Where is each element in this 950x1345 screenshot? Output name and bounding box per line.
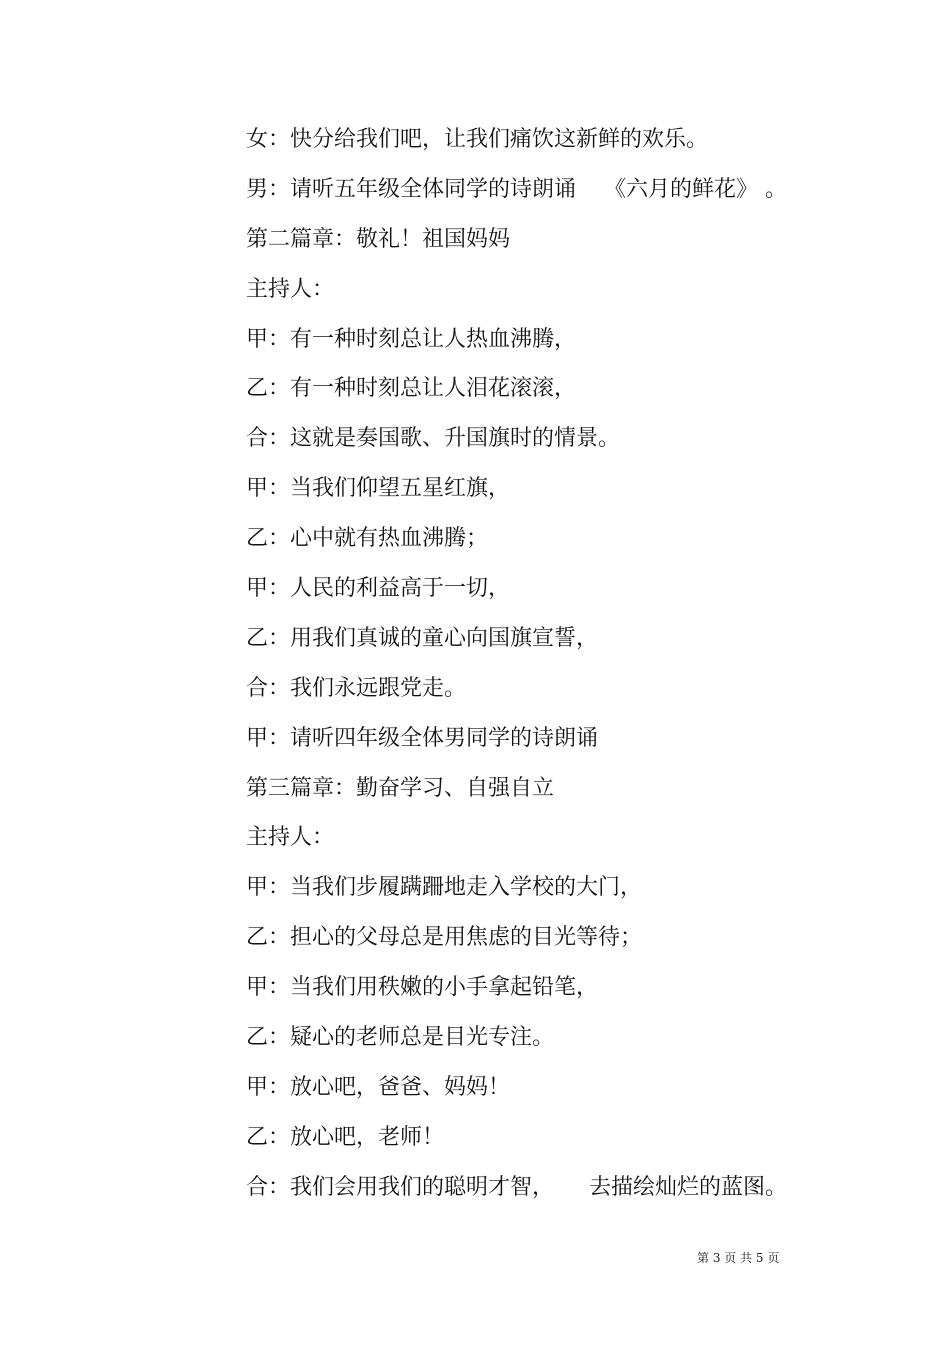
text-line: 乙：担心的父母总是用焦虑的目光等待； — [246, 925, 643, 951]
text-line: 合：这就是奏国歌、升国旗时的情景。 — [246, 426, 621, 452]
text-line: 乙：用我们真诚的童心向国旗宣誓， — [246, 625, 599, 651]
text-line: 乙：放心吧，老师！ — [246, 1124, 445, 1150]
text-line: 甲：当我们用秩嫩的小手拿起铅笔， — [246, 975, 599, 1001]
text-line: 甲：当我们仰望五星红旗， — [246, 476, 511, 502]
text-line: 合：我们永远跟党走。 — [246, 675, 467, 701]
text-line: 甲：当我们步履蹒跚地走入学校的大门， — [246, 875, 643, 901]
chapter-heading: 第二篇章：敬礼！祖国妈妈 — [246, 226, 511, 252]
text-line: 甲：请听四年级全体男同学的诗朗诵 — [246, 725, 599, 751]
page-number-footer: 第 3 页 共 5 页 — [697, 1251, 780, 1265]
text-line: 主持人： — [246, 825, 335, 851]
text-line: 甲：人民的利益高于一切， — [246, 576, 511, 602]
chapter-heading: 第三篇章：勤奋学习、自强自立 — [246, 775, 555, 801]
text-line: 甲：有一种时刻总让人热血沸腾， — [246, 326, 577, 352]
text-line: 主持人： — [246, 276, 335, 302]
text-line: 男：请听五年级全体同学的诗朗诵 《六月的鲜花》 。 — [246, 176, 787, 202]
text-line: 乙：疑心的老师总是目光专注。 — [246, 1025, 555, 1051]
text-line: 乙：有一种时刻总让人泪花滚滚， — [246, 376, 577, 402]
script-text — [246, 120, 846, 1218]
text-line: 甲：放心吧，爸爸、妈妈！ — [246, 1074, 511, 1100]
text-line: 女：快分给我们吧，让我们痛饮这新鲜的欢乐。 — [246, 127, 709, 152]
text-line: 乙：心中就有热血沸腾； — [246, 526, 489, 552]
text-line: 合：我们会用我们的聪明才智， 去描绘灿烂的蓝图。 — [246, 1174, 787, 1200]
